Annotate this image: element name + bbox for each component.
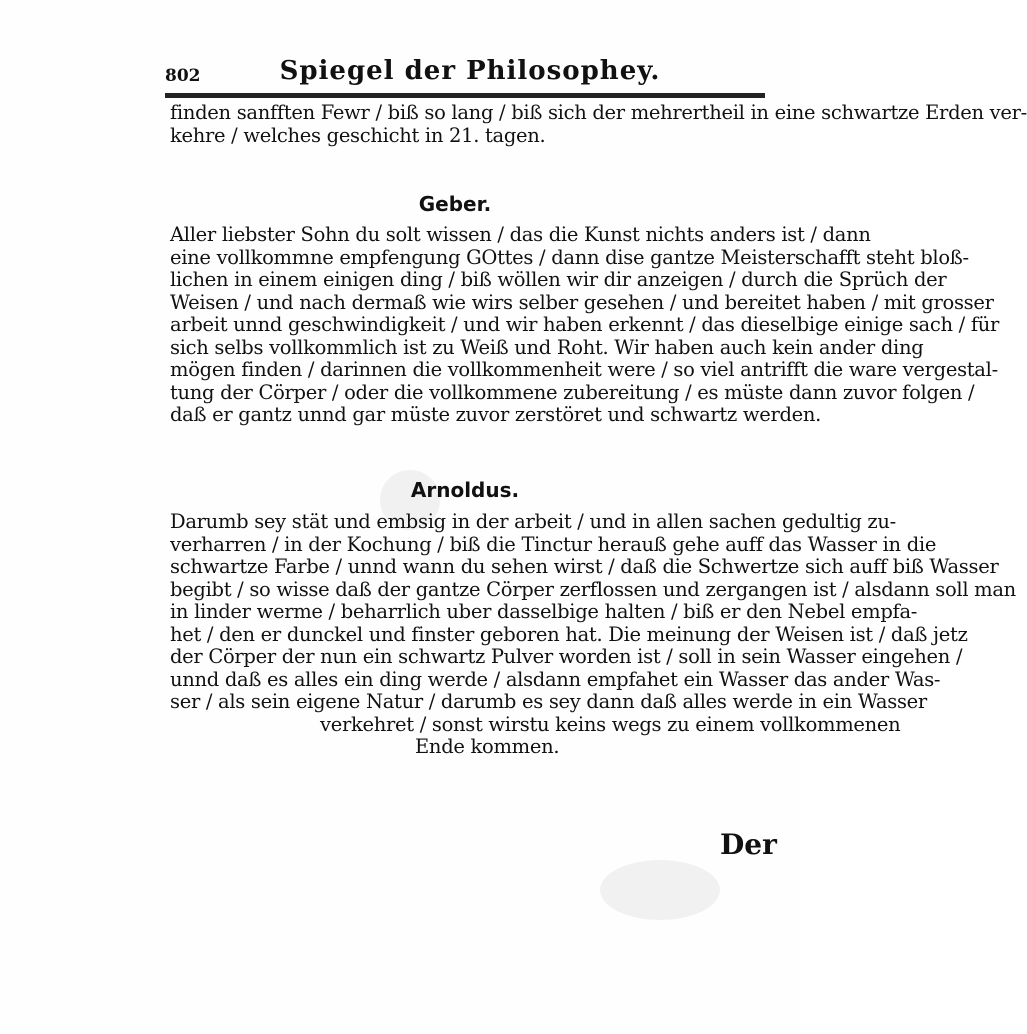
text-line: in linder werme / beharrlich uber dasselbige halten / biß er den Nebel empfa- (170, 600, 918, 623)
speaker-heading-geber: Geber. (418, 192, 492, 216)
text-line: unnd daß es alles ein ding werde / alsdann empfahet ein Wasser das ander Was- (170, 667, 941, 691)
page-number: 802 (165, 66, 201, 86)
text-line: schwartze Farbe / unnd wann du sehen wirst / daß die Schwertze sich auff biß Wasser (170, 555, 999, 578)
text-line: lichen in einem einigen ding / biß wöllen wir dir anzeigen / durch die Sprüch der (170, 268, 947, 291)
paper-stain (600, 860, 720, 920)
text-line: mögen finden / darinnen die vollkommenheit were / so viel antrifft die ware vergestal- (170, 358, 998, 381)
running-title: Spiegel der Philosophey. (279, 56, 661, 86)
text-line: begibt / so wisse daß der gantze Cörper zerflossen und zergangen ist / alsdann soll man (170, 577, 1016, 601)
paragraph-arnoldus (170, 510, 1016, 759)
text-line: Ende kommen. (415, 735, 560, 758)
text-line: ser / als sein eigene Natur / darumb es sey dann daß alles werde in ein Wasser (170, 690, 927, 713)
text-line: finden sanfften Fewr / biß so lang / biß sich der mehrertheil in eine schwartze Erden ver- (170, 101, 1027, 124)
text-line: daß er gantz unnd gar müste zuvor zerstöret und schwartz werden. (170, 403, 822, 426)
page-header (165, 56, 785, 88)
text-line: tung der Cörper / oder die vollkommene zubereitung / es müste dann zuvor folgen / (170, 380, 975, 404)
catchword: Der (720, 828, 777, 861)
text-line: het / den er dunckel und finster geboren hat. Die meinung der Weisen ist / daß jetz (170, 622, 968, 646)
text-line: kehre / welches geschicht in 21. tagen. (170, 123, 546, 147)
text-line: arbeit unnd geschwindigkeit / und wir haben erkennt / das dieselbige einige sach / für (170, 313, 1000, 336)
text-line: Aller liebster Sohn du solt wissen / das die Kunst nichts anders ist / dann (170, 223, 871, 246)
text-line: eine vollkommne empfengung GOttes / dann dise gantze Meisterschafft steht bloß- (170, 245, 969, 269)
header-rule (165, 93, 765, 98)
text-line: der Cörper der nun ein schwartz Pulver worden ist / soll in sein Wasser eingehen / (170, 645, 963, 668)
paragraph-geber (170, 223, 1000, 427)
text-line: verkehret / sonst wirstu keins wegs zu einem vollkommenen (320, 712, 901, 736)
text-line: sich selbs vollkommlich ist zu Weiß und Roht. Wir haben auch kein ander ding (170, 335, 924, 359)
speaker-heading-arnoldus: Arnoldus. (410, 478, 520, 502)
text-line: Weisen / und nach dermaß wie wirs selber gesehen / und bereitet haben / mit grosser (170, 290, 994, 314)
paragraph-intro (170, 101, 1027, 147)
text-line: verharren / in der Kochung / biß die Tinctur herauß gehe auff das Wasser in die (170, 532, 937, 556)
text-line: Darumb sey stät und embsig in der arbeit / und in allen sachen gedultig zu- (170, 510, 896, 533)
